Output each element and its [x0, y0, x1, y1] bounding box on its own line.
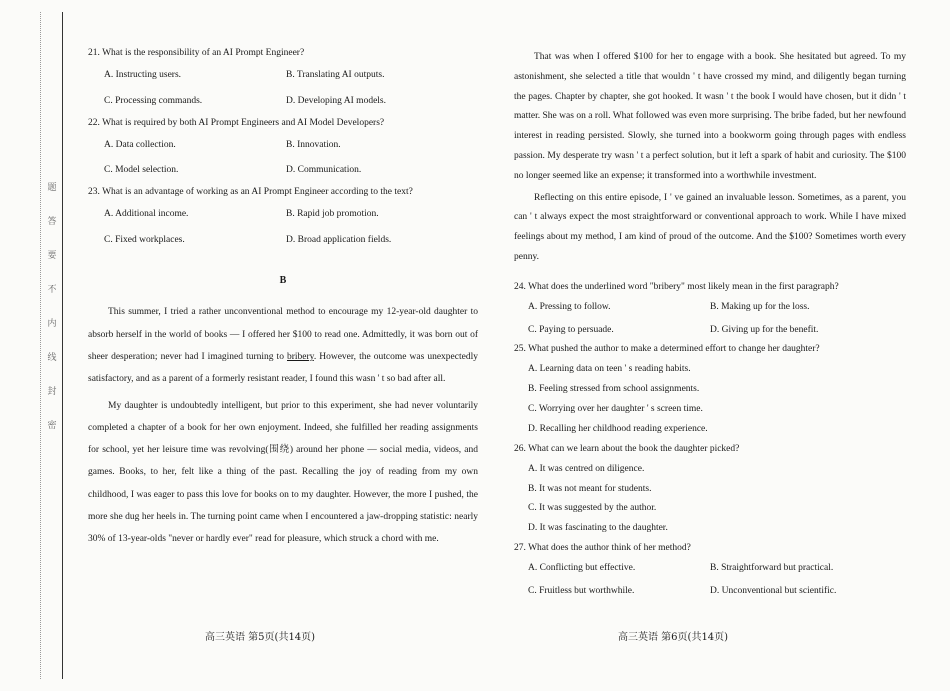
option: A. Conflicting but effective. — [528, 563, 636, 574]
question-27: 27. What does the author think of her method? — [514, 543, 691, 554]
binding-char: 线 — [47, 353, 57, 363]
binding-dotted-line — [40, 12, 41, 679]
question-26: 26. What can we learn about the book the daughter picked? — [514, 443, 740, 454]
option: B. Feeling stressed from school assignments. — [528, 384, 700, 395]
binding-char: 密 — [47, 421, 57, 431]
option: A. Data collection. — [104, 139, 176, 150]
option: B. Translating AI outputs. — [286, 69, 385, 80]
option: A. Additional income. — [104, 209, 189, 220]
underlined-word: bribery — [287, 351, 314, 362]
right-page — [514, 48, 906, 606]
passage-paragraph-4: Reflecting on this entire episode, I ' ve gained an invaluable lesson. Sometimes, as a parent, you can ' t always expect the most straightforward or conventional approach to work. While I have mixed feelings about my method, I am kind of proud of the outcome. And the $100? Sometimes worth every penny. — [514, 192, 906, 262]
option: A. Pressing to follow. — [528, 301, 611, 312]
option: C. Model selection. — [104, 165, 179, 176]
question-22: 22. What is required by both AI Prompt Engineers and AI Model Developers? — [88, 117, 385, 128]
question-25: 25. What pushed the author to make a determined effort to change her daughter? — [514, 344, 820, 355]
option: C. Fixed workplaces. — [104, 235, 185, 245]
option: C. Paying to persuade. — [528, 324, 614, 335]
binding-char: 要 — [47, 251, 57, 261]
option: D. Recalling her childhood reading experience. — [528, 423, 708, 434]
option: C. Worrying over her daughter ' s screen time. — [528, 404, 703, 415]
binding-char: 内 — [47, 319, 57, 329]
binding-char: 不 — [47, 285, 57, 295]
option: A. It was centred on diligence. — [528, 463, 645, 474]
passage-paragraph-1 — [88, 301, 478, 390]
question-27-options — [514, 563, 906, 598]
section-title: B — [279, 274, 287, 286]
question-22-options — [88, 140, 478, 178]
option: D. Unconventional but scientific. — [710, 585, 837, 596]
option: A. Instructing users. — [104, 69, 182, 80]
option: A. Learning data on teen ' s reading habits. — [528, 364, 691, 375]
question-23-options — [88, 209, 478, 247]
option: B. Making up for the loss. — [710, 301, 810, 312]
left-page — [88, 48, 478, 551]
binding-char: 答 — [47, 217, 57, 227]
page-footer-right: 高三英语 第6页(共14页) — [618, 632, 729, 643]
question-25-options — [514, 364, 906, 436]
binding-char: 封 — [47, 387, 57, 397]
option: D. Broad application fields. — [286, 235, 392, 245]
option: B. Straightforward but practical. — [710, 563, 834, 574]
question-24: 24. What does the underlined word "bribery" most likely mean in the first paragraph? — [514, 281, 839, 292]
option: B. Rapid job promotion. — [286, 209, 379, 220]
option: D. Developing AI models. — [286, 95, 387, 106]
passage-paragraph-2: My daughter is undoubtedly intelligent, but prior to this experiment, she had never voluntarily completed a chapter of a book for her own enjoyment. Indeed, she fulfilled her reading assignments for school, yet her leisure time was revolving(围绕) around her phone — social media, videos, and games. Books, to her, felt like a thing of the past. Recalling the joy of reading from my own childhood, I was eager to pass this love for books on to my daughter. However, the more I pushed, the more she dug her heels in. The turning point came when I encountered a jaw-dropping statistic: nearly 30% of 13-year-olds "never or hardly ever" read for pleasure, which struck a chord with me. — [88, 400, 478, 545]
option: C. Fruitless but worthwhile. — [528, 585, 635, 596]
question-26-options — [514, 464, 906, 536]
page-footer-left: 高三英语 第5页(共14页) — [205, 632, 316, 643]
paragraph-text: . However, the outcome was unexpectedly satisfactory, and as a parent of a formerly resistant reader, I found this wasn ' t so bad after all. — [88, 351, 478, 385]
binding-char: 题 — [47, 183, 57, 193]
option: B. Innovation. — [286, 139, 341, 150]
question-24-options — [514, 302, 906, 337]
option: C. Processing commands. — [104, 95, 203, 106]
question-21: 21. What is the responsibility of an AI Prompt Engineer? — [88, 48, 305, 58]
option: C. It was suggested by the author. — [528, 503, 657, 514]
question-23: 23. What is an advantage of working as an AI Prompt Engineer according to the text? — [88, 187, 413, 198]
binding-margin-text — [46, 180, 58, 452]
option: D. Giving up for the benefit. — [710, 324, 819, 335]
binding-margin-rule — [62, 12, 63, 679]
option: D. It was fascinating to the daughter. — [528, 523, 668, 534]
paragraph-text: This summer, I tried a rather unconventional method to encourage my 12-year-old daughter to absorb herself in the world of books — I offered her $100 to read one. Admittedly, it was born out of sheer desperation; never had I imagined turning to — [88, 307, 478, 362]
option: D. Communication. — [286, 165, 362, 176]
option: B. It was not meant for students. — [528, 483, 652, 494]
question-21-options — [88, 70, 478, 108]
passage-paragraph-3: That was when I offered $100 for her to engage with a book. She hesitated but agreed. To my astonishment, she selected a title that wouldn ' t have crossed my mind, and diligently began turning the pages. Chapter by chapter, she got hooked. It wasn ' t the book I would have chosen, but it didn ' t matter. She was on a roll. What followed was even more surprising. The bribe faded, but her newfound interest in reading persisted. Slowly, she turned into a bookworm going through pages with endless passion. My desperate try wasn ' t a perfect solution, but it left a spark of habit and curiosity. The $100 no longer seemed like an expense; it transformed into a worthwhile investment. — [514, 52, 906, 181]
